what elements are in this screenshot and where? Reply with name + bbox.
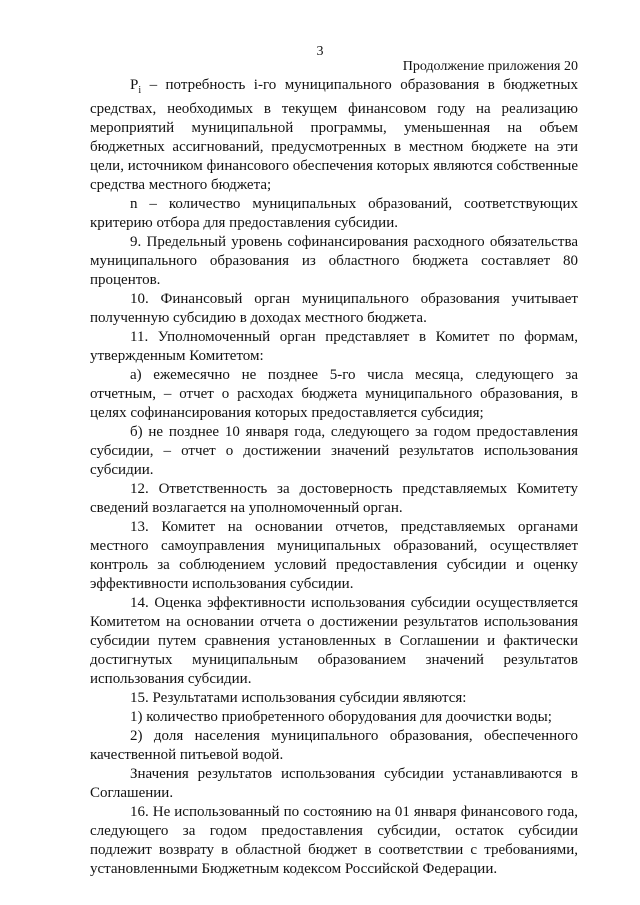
paragraph-11: 11. Уполномоченный орган представляет в Комитет по формам, утвержденным Комитетом: (90, 329, 578, 364)
paragraph-15-item-2: 2) доля населения муниципального образования, обеспеченного качественной питьевой водой. (90, 728, 578, 763)
pi-symbol: P (130, 77, 139, 93)
paragraph-13: 13. Комитет на основании отчетов, представляемых органами местного самоуправления муниципальных образований, осуществляет контроль за соблюдением условий предоставления субсидии и оценку эффективности использования субсидии. (90, 519, 578, 592)
paragraph-15: 15. Результатами использования субсидии являются: (130, 690, 467, 706)
paragraph-n-definition: n – количество муниципальных образований, соответствующих критерию отбора для предоставления субсидии. (90, 196, 578, 231)
document-body (90, 76, 578, 879)
paragraph-12: 12. Ответственность за достоверность представляемых Комитету сведений возлагается на уполномоченный орган. (90, 481, 578, 516)
paragraph-11b: б) не позднее 10 января года, следующего за годом предоставления субсидии, – отчет о достижении значений результатов использования субсидии. (90, 424, 578, 478)
paragraph-10: 10. Финансовый орган муниципального образования учитывает полученную субсидию в доходах местного бюджета. (90, 291, 578, 326)
paragraph-11a: а) ежемесячно не позднее 5-го числа месяца, следующего за отчетным, – отчет о расходах бюджета муниципального образования, в целях софинансирования которых предоставляется субсидия; (90, 367, 578, 421)
paragraph-9: 9. Предельный уровень софинансирования расходного обязательства муниципального образования из областного бюджета составляет 80 процентов. (90, 234, 578, 288)
paragraph-16: 16. Не использованный по состоянию на 01 января финансового года, следующего за годом предоставления субсидии, остаток субсидии подлежит возврату в областной бюджет в соответствии с требованиями, установленными Бюджетным кодексом Российской Федерации. (90, 804, 578, 877)
paragraph-15-values: Значения результатов использования субсидии устанавливаются в Соглашении. (90, 766, 578, 801)
page-number: 3 (316, 44, 324, 59)
pi-subscript: i (138, 85, 142, 96)
paragraph-15-item-1: 1) количество приобретенного оборудования для доочистки воды; (130, 709, 552, 725)
paragraph-14: 14. Оценка эффективности использования субсидии осуществляется Комитетом на основании отчета о достижении результатов использования субсидии путем сравнения установленных в Соглашении и фактически достигнутых муниципальным образованием значений результатов использования субсидии. (90, 595, 578, 687)
appendix-continuation-label: Продолжение приложения 20 (402, 59, 578, 74)
paragraph-pi-definition (90, 76, 578, 195)
pi-definition-text: – потребность i-го муниципального образования в бюджетных средствах, необходимых в текущем финансовом году на реализацию мероприятий муниципальной программы, уменьшенная на объем бюджетных ассигнований, предусмотренных в местном бюджете на эти цели, источником финансового обеспечения которых являются собственные средства местного бюджета; (90, 77, 578, 193)
